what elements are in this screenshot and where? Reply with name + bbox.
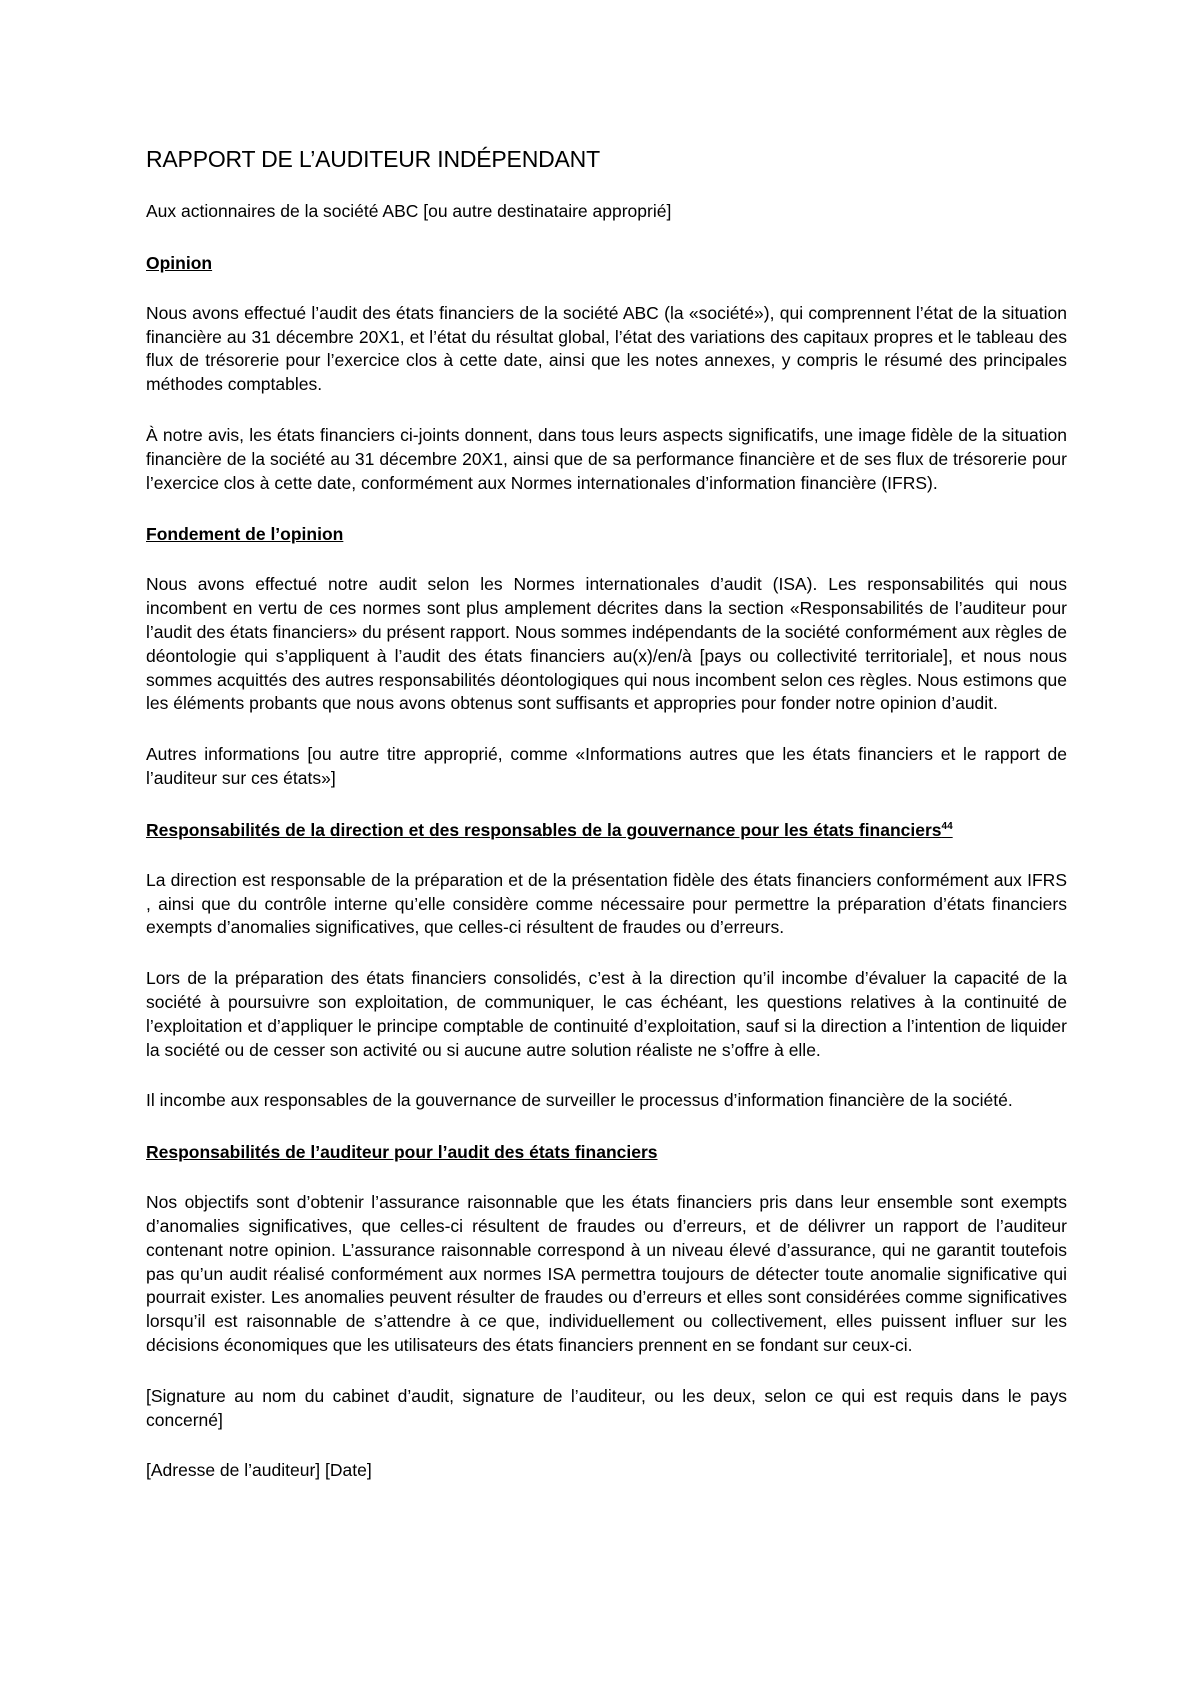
- auditor-paragraph-1: Nos objectifs sont d’obtenir l’assurance raisonnable que les états financiers pris dans leur ensemble sont exempts d’anomalies significatives, que celles-ci résultent de fraudes ou d’erreurs, et de délivrer un rapport de l’auditeur contenant notre opinion. L’assurance raisonnable correspond à un niveau élevé d’assurance, qui ne garantit toutefois pas qu’un audit réalisé conformément aux normes ISA permettra toujours de détecter toute anomalie significative qui pourrait exister. Les anomalies peuvent résulter de fraudes ou d’erreurs et elles sont considérées comme significatives lorsqu’il est raisonnable de s’attendre à ce que, individuellement ou collectivement, elles puissent influer sur les décisions économiques que les utilisateurs des états financiers prennent en se fondant sur ceux-ci.: [146, 1192, 1067, 1355]
- report-title: RAPPORT DE L’AUDITEUR INDÉPENDANT: [146, 146, 600, 172]
- footnote-marker: 44: [941, 820, 953, 832]
- heading-management-text: Responsabilités de la direction et des responsables de la gouvernance pour les états financiers: [146, 819, 942, 840]
- management-paragraph-3: Il incombe aux responsables de la gouvernance de surveiller le processus d’information financière de la société.: [146, 1090, 1013, 1111]
- management-paragraph-2: Lors de la préparation des états financiers consolidés, c’est à la direction qu’il incombe d’évaluer la capacité de la société à poursuivre son exploitation, de communiquer, le cas échéant, les questions relatives à la continuité de l’exploitation et d’appliquer le principe comptable de continuité d’exploitation, sauf si la direction a l’intention de liquider la société ou de cesser son activité ou si aucune autre solution réaliste ne s’offre à elle.: [146, 968, 1067, 1060]
- address-date-line: [Adresse de l’auditeur] [Date]: [146, 1460, 372, 1481]
- document-page: [146, 145, 1067, 1510]
- other-information-paragraph: Autres informations [ou autre titre approprié, comme «Informations autres que les états financiers et le rapport de l’auditeur sur ces états»]: [146, 744, 1067, 788]
- basis-paragraph-1: Nous avons effectué notre audit selon les Normes internationales d’audit (ISA). Les responsabilités qui nous incombent en vertu de ces normes sont plus amplement décrites dans la section «Responsabilités de l’auditeur pour l’audit des états financiers» du présent rapport. Nous sommes indépendants de la société conformément aux règles de déontologie qui s’appliquent à l’audit des états financiers au(x)/en/à [pays ou collectivité territoriale], et nous nous sommes acquittés des autres responsabilités déontologiques qui nous incombent selon ces règles. Nous estimons que les éléments probants que nous avons obtenus sont suffisants et appropries pour fonder notre opinion d’audit.: [146, 574, 1067, 714]
- heading-auditor-responsibilities: Responsabilités de l’auditeur pour l’audit des états financiers: [146, 1142, 658, 1163]
- management-paragraph-1: La direction est responsable de la préparation et de la présentation fidèle des états financiers conformément aux IFRS , ainsi que du contrôle interne qu’elle considère comme nécessaire pour permettre la préparation d’états financiers exempts d’anomalies significatives, que celles-ci résultent de fraudes ou d’erreurs.: [146, 869, 1067, 938]
- addressee: Aux actionnaires de la société ABC [ou autre destinataire approprié]: [146, 201, 672, 221]
- heading-opinion: Opinion: [146, 252, 213, 273]
- heading-basis-of-opinion: Fondement de l’opinion: [146, 524, 344, 545]
- signature-line: [Signature au nom du cabinet d’audit, signature de l’auditeur, ou les deux, selon ce qui est requis dans le pays concerné]: [146, 1385, 1067, 1430]
- opinion-paragraph-1: Nous avons effectué l’audit des états financiers de la société ABC (la «société»), qui comprennent l’état de la situation financière au 31 décembre 20X1, et l’état du résultat global, l’état des variations des capitaux propres et le tableau des flux de trésorerie pour l’exercice clos à cette date, ainsi que les notes annexes, y compris le résumé des principales méthodes comptables.: [146, 302, 1067, 395]
- heading-management-responsibilities: [146, 818, 1067, 842]
- opinion-paragraph-2: À notre avis, les états financiers ci-joints donnent, dans tous leurs aspects significatifs, une image fidèle de la situation financière de la société au 31 décembre 20X1, ainsi que de sa performance financière et de ses flux de trésorerie pour l’exercice clos à cette date, conformément aux Normes internationales d’information financière (IFRS).: [146, 424, 1067, 493]
